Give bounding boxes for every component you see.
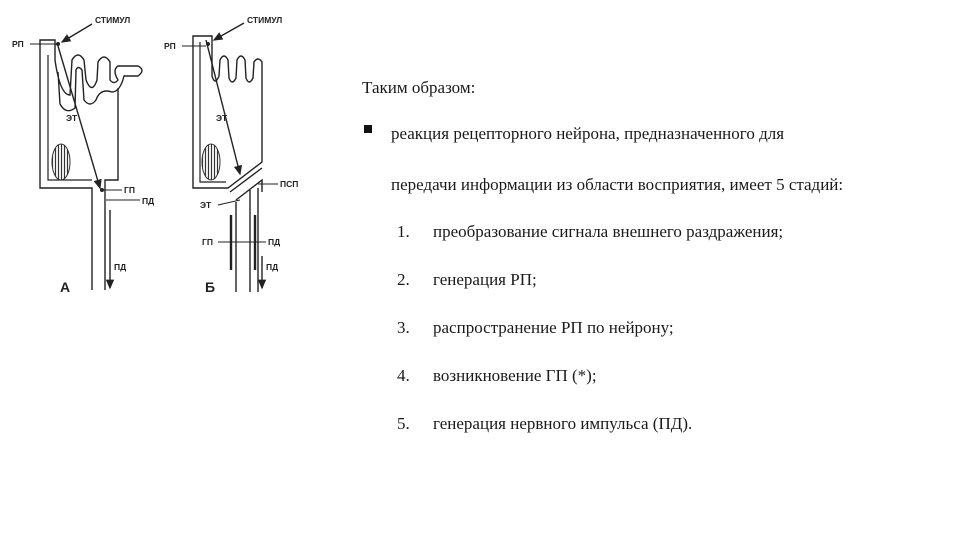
label-pd-bottom-a: ПД: [114, 262, 127, 272]
panel-a-letter: А: [60, 279, 71, 295]
step-text: генерация РП;: [433, 270, 537, 289]
panel-b-letter: Б: [205, 279, 216, 295]
receptor-point-b: [206, 42, 210, 46]
label-gp-a: ГП: [124, 185, 135, 195]
panel-a: [12, 15, 154, 295]
stimulus-arrow-b: [214, 23, 244, 40]
step-number: 2.: [397, 270, 410, 289]
nucleus-b: [202, 144, 220, 180]
step-number: 5.: [397, 414, 410, 433]
label-et-top-b: ЭТ: [216, 113, 228, 123]
receptor-point-a: [56, 42, 60, 46]
panel-b: [164, 15, 298, 295]
step-number: 4.: [397, 366, 410, 385]
bullet-line-1: реакция рецепторного нейрона, предназначенного для: [391, 124, 785, 143]
label-rp-a: РП: [12, 39, 24, 49]
intro-text: Таким образом:: [362, 78, 476, 97]
label-gp-b: ГП: [202, 237, 213, 247]
square-bullet-icon: [364, 125, 372, 133]
label-stimulus-b: СТИМУЛ: [247, 15, 283, 25]
trigger-point-a: [100, 188, 104, 192]
step-text: преобразование сигнала внешнего раздражения;: [433, 222, 784, 241]
label-pd-top-a: ПД: [142, 196, 155, 206]
receptor-neuron-diagram: [0, 0, 320, 310]
step-text: генерация нервного импульса (ПД).: [433, 414, 693, 433]
label-stimulus-a: СТИМУЛ: [95, 15, 131, 25]
step-text: распространение РП по нейрону;: [433, 318, 674, 337]
label-et-a: ЭТ: [66, 113, 78, 123]
label-pd-top-b: ПД: [268, 237, 281, 247]
stimulus-arrow-a: [62, 24, 92, 42]
synapse-cleft-b: [230, 168, 262, 200]
step-number: 3.: [397, 318, 410, 337]
step-text: возникновение ГП (*);: [433, 366, 597, 385]
nucleus-a: [52, 144, 70, 180]
label-psp-b: ПСП: [280, 179, 299, 189]
label-et-bottom-b: ЭТ: [200, 200, 212, 210]
step-number: 1.: [397, 222, 410, 241]
receptor-cell-a-right-wall: [105, 88, 118, 290]
label-rp-b: РП: [164, 41, 176, 51]
label-pd-bottom-b: ПД: [266, 262, 279, 272]
bullet-line-2: передачи информации из области восприятия, имеет 5 стадий:: [391, 175, 844, 194]
